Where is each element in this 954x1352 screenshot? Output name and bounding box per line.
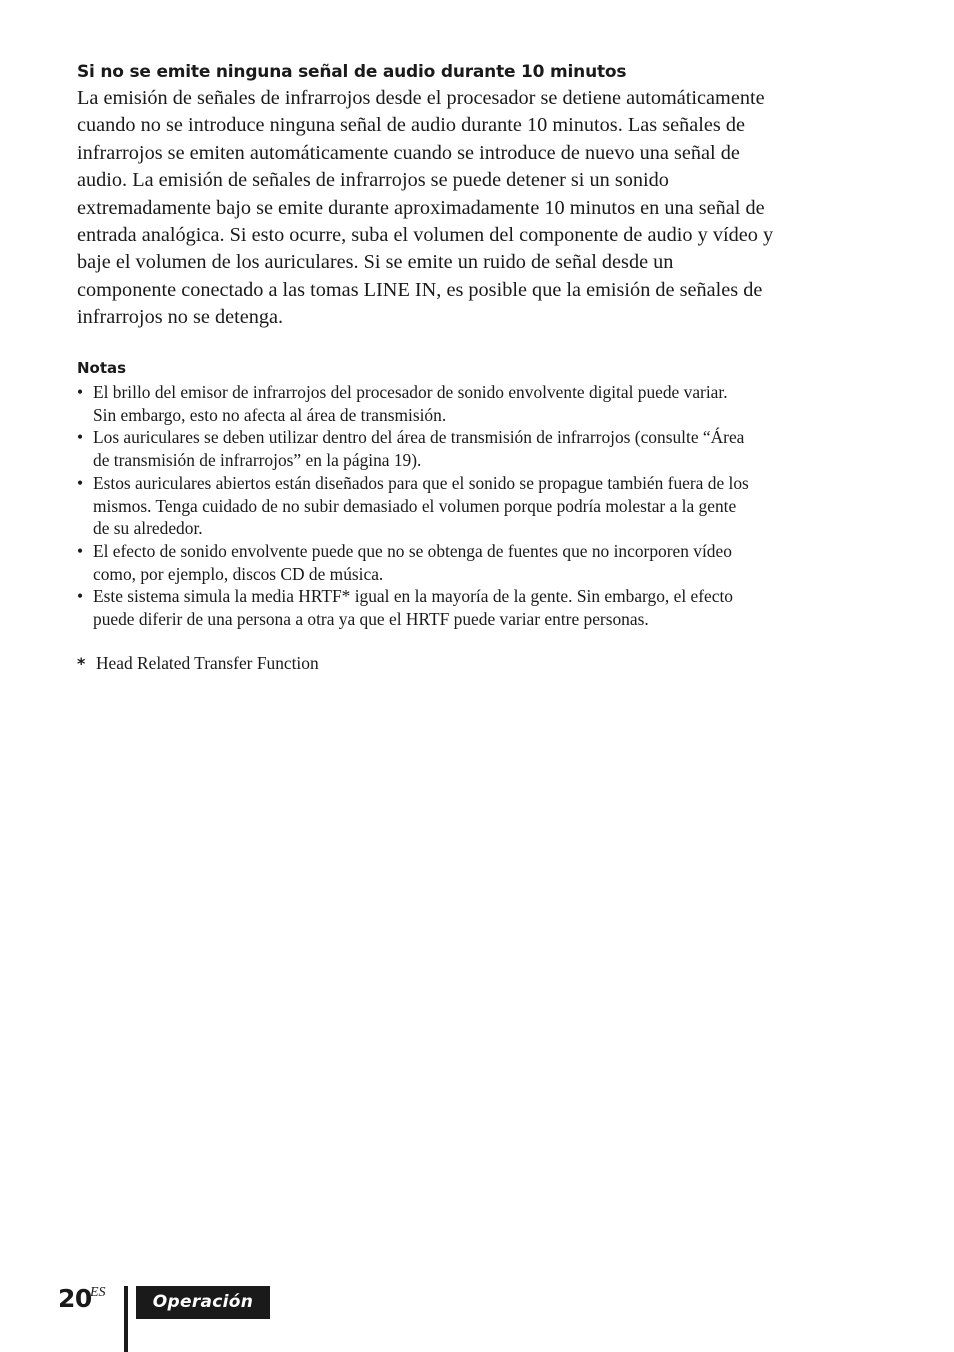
note-line: El efecto de sonido envolvente puede que no se obtenga de fuentes que no incorporen vídeo [93,540,732,561]
paragraph-line: componente conectado a las tomas LINE IN, es posible que la emisión de señales de [77,278,763,301]
paragraph-line: audio. La emisión de señales de infrarrojos se puede detener si un sonido [77,169,669,192]
note-line: Estos auriculares abiertos están diseñados para que el sonido se propague también fuera de los [93,472,749,493]
notes-list [77,381,867,631]
note-item [77,585,867,630]
section-tab: Operación [136,1286,270,1319]
asterisk-icon: * [77,654,86,673]
paragraph-line: baje el volumen de los auriculares. Si se emite un ruido de señal desde un [77,251,674,274]
bullet-icon: • [77,586,84,607]
footer-divider [124,1286,128,1352]
footnote [77,653,319,674]
footnote-text: Head Related Transfer Function [96,653,319,673]
paragraph-line: La emisión de señales de infrarrojos desde el procesador se detiene automáticamente [77,87,765,109]
note-line: de transmisión de infrarrojos” en la página 19). [93,450,422,471]
note-line: como, por ejemplo, discos CD de música. [93,563,384,584]
notes-title: Notas [77,359,127,377]
bullet-icon: • [77,427,84,448]
bullet-icon: • [77,382,84,402]
note-line: de su alrededor. [93,518,203,539]
paragraph-line: cuando no se introduce ninguna señal de audio durante 10 minutos. Las señales de [77,114,745,137]
note-line: Sin embargo, esto no afecta al área de transmisión. [93,404,447,425]
note-item [77,540,867,585]
note-line: El brillo del emisor de infrarrojos del procesador de sonido envolvente digital puede variar. [93,382,728,402]
bullet-icon: • [77,540,84,561]
note-item [77,381,867,426]
note-line: Los auriculares se deben utilizar dentro del área de transmisión de infrarrojos (consulte “Área [93,427,745,448]
paragraph-line: infrarrojos se emiten automáticamente cuando se introduce de nuevo una señal de [77,141,740,164]
note-item [77,472,867,540]
paragraph-line: entrada analógica. Si esto ocurre, suba el volumen del componente de audio y vídeo y [77,224,774,247]
note-line: Este sistema simula la media HRTF* igual en la mayoría de la gente. Sin embargo, el efecto [93,586,733,607]
page-number: 20 [58,1284,92,1313]
paragraph-line: extremadamente bajo se emite durante aproximadamente 10 minutos en una señal de [77,196,765,219]
page-language: ES [90,1285,106,1300]
note-line: mismos. Tenga cuidado de no subir demasiado el volumen porque podría molestar a la gente [93,495,737,516]
body-paragraph [77,85,867,332]
note-item [77,426,867,471]
bullet-icon: • [77,472,84,493]
section-heading: Si no se emite ninguna señal de audio durante 10 minutos [77,62,627,82]
note-line: puede diferir de una persona a otra ya que el HRTF puede variar entre personas. [93,609,649,630]
paragraph-line: infrarrojos no se detenga. [77,306,284,329]
